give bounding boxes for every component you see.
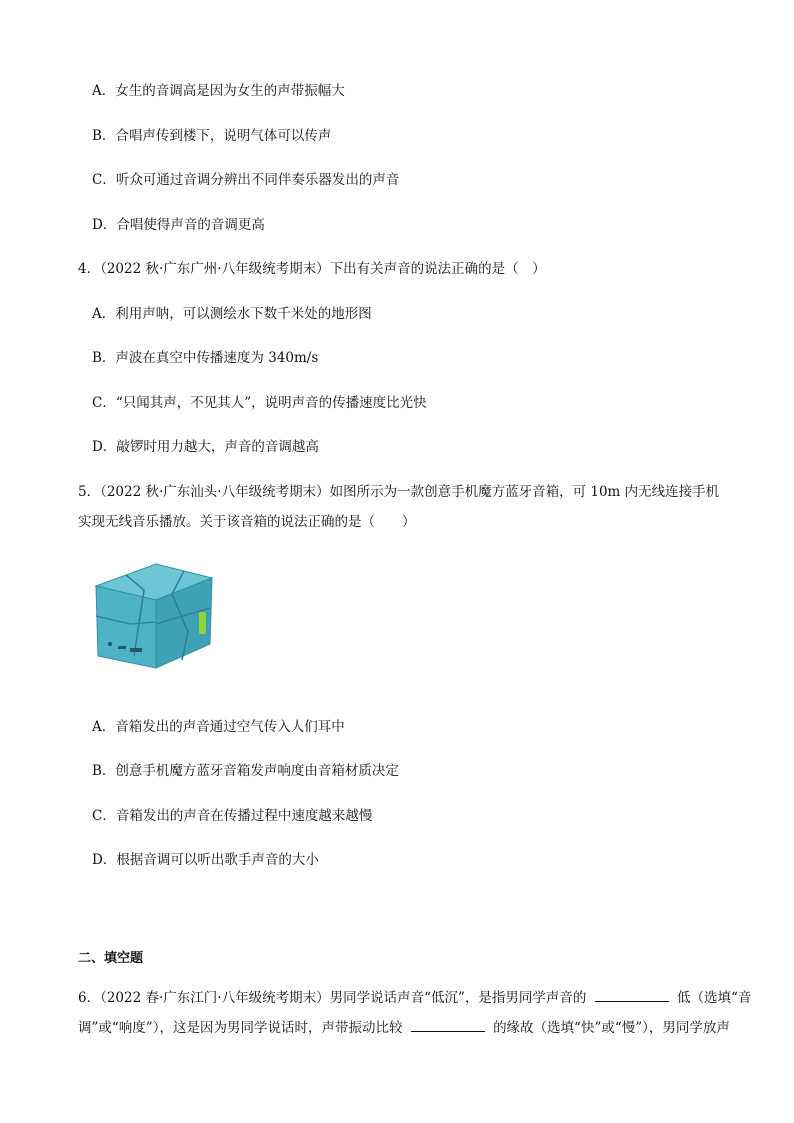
q4-option-a: A．利用声呐，可以测绘水下数千米处的地形图: [92, 306, 372, 322]
q5-stem-line2: 实现无线音乐播放。关于该音箱的说法正确的是（ ）: [78, 514, 416, 530]
q6-blank-1[interactable]: [595, 989, 669, 1002]
q6-blank-2[interactable]: [411, 1019, 485, 1032]
q4-stem: 4．（2022 秋·广东广州·八年级统考期末）下出有关声音的说法正确的是（ ）: [78, 261, 546, 277]
q4-option-d: D．敲锣时用力越大，声音的音调越高: [92, 439, 319, 455]
q6-line2-text-a: 调”或“响度”），这是因为男同学说话时，声带振动比较: [78, 1020, 403, 1036]
q4-option-c: C．“只闻其声，不见其人”，说明声音的传播速度比光快: [92, 395, 427, 411]
q5-option-b: B．创意手机魔方蓝牙音箱发声响度由音箱材质决定: [92, 763, 399, 779]
q3-option-d: D．合唱使得声音的音调更高: [92, 217, 265, 233]
q5-option-c: C．音箱发出的声音在传播过程中速度越来越慢: [92, 808, 373, 824]
q6-line1-text-b: 低（选填“音: [676, 990, 752, 1006]
q3-option-a: A．女生的音调高是因为女生的声带振幅大: [92, 83, 345, 99]
q5-option-d: D．根据音调可以听出歌手声音的大小: [92, 852, 319, 868]
q6-line1-text-a: 6．（2022 春·广东江门·八年级统考期末）男同学说话声音“低沉”，是指男同学声音的: [78, 990, 587, 1006]
q5-option-a: A．音箱发出的声音通过空气传入人们耳中: [92, 719, 345, 735]
q5-stem-line1: 5．（2022 秋·广东汕头·八年级统考期末）如图所示为一款创意手机魔方蓝牙音箱，可 10m 内无线连接手机: [78, 484, 720, 500]
q6-line2: [78, 1019, 730, 1037]
q6-line2-text-b: 的缘故（选填“快”或“慢”），男同学放声: [493, 1020, 730, 1036]
cube-speaker-image: [86, 560, 226, 676]
q3-option-c: C．听众可通过音调分辨出不同伴奏乐器发出的声音: [92, 172, 400, 188]
q3-option-b: B．合唱声传到楼下，说明气体可以传声: [92, 128, 332, 144]
q4-option-b: B．声波在真空中传播速度为 340m/s: [92, 350, 319, 366]
q6-line1: [78, 989, 751, 1007]
section-title: 二、填空题: [78, 951, 144, 966]
